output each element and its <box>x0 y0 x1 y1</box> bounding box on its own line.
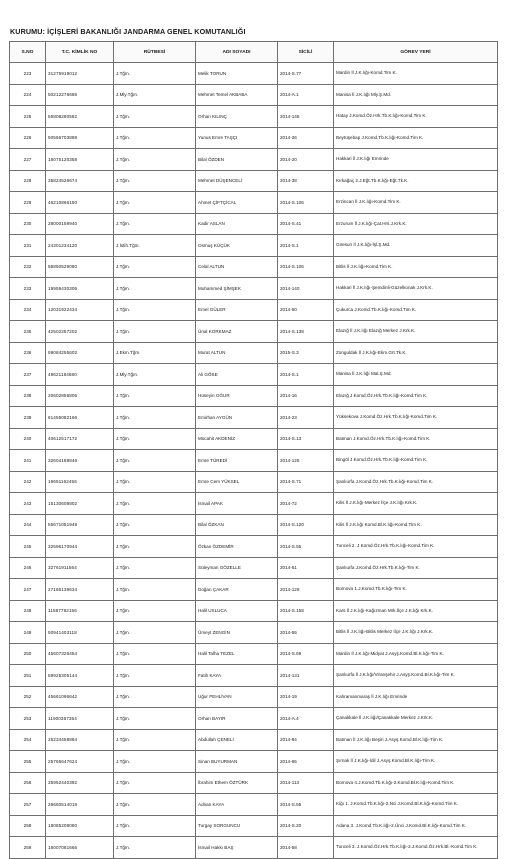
table-row <box>10 751 498 773</box>
cell-sicil: 2014-23 <box>278 407 334 429</box>
cell-name: Emel GÜLER <box>196 299 278 321</box>
table-row <box>10 321 498 343</box>
cell-tc-no: 11587782156 <box>46 600 114 622</box>
table-row <box>10 665 498 687</box>
cell-rutbe: J.Mly.Tğm. <box>114 364 196 386</box>
table-row <box>10 364 498 386</box>
cell-rutbe: J.Tğm. <box>114 471 196 493</box>
cell-rutbe: J.Tğm. <box>114 536 196 558</box>
cell-sicil: 2014-S.71 <box>278 471 334 493</box>
cell-sicil: 2014-S.69 <box>278 643 334 665</box>
cell-rutbe: J.Tğm. <box>114 385 196 407</box>
cell-rutbe: J.Tğm. <box>114 192 196 214</box>
cell-gorev-yeri: Mardin İl J.K.lığı-Midyat J.Asyş.Komd.Bl.K.lığı-Tim K. <box>334 643 498 665</box>
cell-name: İbrahim Ethem ÖZTÜRK <box>196 772 278 794</box>
cell-rutbe: J.Tğm. <box>114 321 196 343</box>
cell-rutbe: J.Tğm. <box>114 622 196 644</box>
table-row <box>10 342 498 364</box>
cell-gorev-yeri: Giresun İl J.K.lığı-İşl.Ş.Md. <box>334 235 498 257</box>
cell-tc-no: 59925305144 <box>46 665 114 687</box>
cell-sicil: 2014-S.120 <box>278 514 334 536</box>
cell-sicil: 2014-20 <box>278 149 334 171</box>
cell-name: Orhan BAYIR <box>196 708 278 730</box>
column-header-tc: T.C. KİMLİK NO <box>46 42 114 63</box>
cell-rutbe: J.Tğm. <box>114 278 196 300</box>
table-row <box>10 213 498 235</box>
cell-name: Süleyman GÖZELLE <box>196 557 278 579</box>
cell-sicil: 2014-S.1 <box>278 235 334 257</box>
cell-sno: 243 <box>10 493 46 515</box>
column-header-sicil: SİCİLİ <box>278 42 334 63</box>
cell-name: Mehmet Temel AKBABA <box>196 84 278 106</box>
cell-sno: 241 <box>10 450 46 472</box>
cell-sno: 229 <box>10 192 46 214</box>
cell-rutbe: J.Tğm. <box>114 514 196 536</box>
cell-gorev-yeri: Bitlis İl J.K.lığı-Bitlis Merkez İlçe J.K.lığı J.Krk.K. <box>334 622 498 644</box>
table-row <box>10 708 498 730</box>
cell-sicil: 2015-S.3 <box>278 342 334 364</box>
cell-rutbe: J.Tğm. <box>114 106 196 128</box>
cell-gorev-yeri: Şanlıurfa İl J.K.lığı/Viranşehir J.Asyş.Komd.Bl.K.lığı-Tim K. <box>334 665 498 687</box>
cell-tc-no: 50212276686 <box>46 84 114 106</box>
cell-rutbe: J.Ekm.Tğm. <box>114 342 196 364</box>
cell-sno: 250 <box>10 643 46 665</box>
cell-tc-no: 16007081666 <box>46 837 114 859</box>
cell-rutbe: J.Tğm. <box>114 127 196 149</box>
cell-rutbe: J.Tğm. <box>114 600 196 622</box>
cell-gorev-yeri: Kilis İl J.K.lığı Komd.Bl.K.lığı-Komd.Tim K. <box>334 514 498 536</box>
cell-gorev-yeri: Batman İl J.K.lığı Beşiri J.Asyş.Komd.Bl.K.lığı-Tim K. <box>334 729 498 751</box>
cell-sno: 227 <box>10 149 46 171</box>
table-row <box>10 643 498 665</box>
cell-name: Özkan ÖZDEMİR <box>196 536 278 558</box>
cell-name: Abdullah ÇENELİ <box>196 729 278 751</box>
cell-name: Ümeyt ZENGİN <box>196 622 278 644</box>
table-row <box>10 579 498 601</box>
cell-gorev-yeri: Bornova 4.J.Komd.Tb.K.lığı-2.Komd.Bl.K.lığı-Komd.Tim K. <box>334 772 498 794</box>
table-row <box>10 837 498 859</box>
cell-rutbe: J.Tğm. <box>114 579 196 601</box>
cell-gorev-yeri: Bornova 1.J.Komd.Tb.K.lığı-Tim K. <box>334 579 498 601</box>
cell-gorev-yeri: Kırkağaç 2.J.Eğt.Tb.K.lığı-Eğt.Tk.K. <box>334 170 498 192</box>
cell-sicil: 2014-S.77 <box>278 63 334 85</box>
cell-name: İsmail Hakkı BAŞ <box>196 837 278 859</box>
cell-gorev-yeri: Çukurca J.Komd.Tb.K.lığı-Komd.Tim K. <box>334 299 498 321</box>
cell-sno: 256 <box>10 772 46 794</box>
cell-name: Adnan KAYA <box>196 794 278 816</box>
document-title: KURUMU: İÇİŞLERİ BAKANLIĞI JANDARMA GENEL KOMUTANLIĞI <box>10 27 246 36</box>
table-row <box>10 600 498 622</box>
cell-tc-no: 40612517172 <box>46 428 114 450</box>
table-row <box>10 192 498 214</box>
cell-sicil: 2014-S.1 <box>278 364 334 386</box>
cell-sicil: 2014-S.55 <box>278 536 334 558</box>
cell-sno: 224 <box>10 84 46 106</box>
cell-tc-no: 25234458884 <box>46 729 114 751</box>
cell-name: İsmail APAK <box>196 493 278 515</box>
cell-gorev-yeri: Mardin İl J.K.lığı-Komd.Tim K. <box>334 63 498 85</box>
cell-tc-no: 31275919012 <box>46 63 114 85</box>
column-header-rutbe: RÜTBESİ <box>114 42 196 63</box>
cell-gorev-yeri: Bitlis İl J.K.lığı-Komd.Tim K. <box>334 256 498 278</box>
table-row <box>10 772 498 794</box>
cell-name: Turgay SORGUNCU <box>196 815 278 837</box>
cell-gorev-yeri: Manisa İl J.K.lığı Mly.Ş.Md. <box>334 84 498 106</box>
cell-gorev-yeri: Şırnak İl J.K.lığı-İdil J.Asyş.Komd.Bl.K.lığı-Tim K. <box>334 751 498 773</box>
cell-tc-no: 26660514018 <box>46 794 114 816</box>
cell-tc-no: 56850529080 <box>46 256 114 278</box>
table-row <box>10 815 498 837</box>
cell-name: Mücahit AKDENİZ <box>196 428 278 450</box>
cell-tc-no: 16075120358 <box>46 149 114 171</box>
table-row <box>10 729 498 751</box>
cell-gorev-yeri: Erzurum İl J.K.lığı-Çat.Hrs.J.Krk.K. <box>334 213 498 235</box>
cell-tc-no: 45661096642 <box>46 686 114 708</box>
cell-name: Celal ALTUN <box>196 256 278 278</box>
cell-gorev-yeri: Elazığ İl J.K.lığı Elazığ Merkez J.Krk.K. <box>334 321 498 343</box>
cell-sno: 234 <box>10 299 46 321</box>
cell-name: Melik TORUN <box>196 63 278 85</box>
cell-tc-no: 59084255602 <box>46 342 114 364</box>
table-row <box>10 794 498 816</box>
cell-gorev-yeri: Kars İl J.K.lığı-Kağızman Mrk.İlçe J.K.lığı Krk.K. <box>334 600 498 622</box>
cell-tc-no: 35824526674 <box>46 170 114 192</box>
cell-tc-no: 24301234120 <box>46 235 114 257</box>
cell-tc-no: 46210866150 <box>46 192 114 214</box>
table-row <box>10 686 498 708</box>
cell-gorev-yeri: Bingöl J.Komd.Öz.Hrk.Tb.K.lığı-Komd.Tim K. <box>334 450 498 472</box>
cell-sicil: 2014-58 <box>278 837 334 859</box>
cell-name: Uğur PEHLİVAN <box>196 686 278 708</box>
cell-name: Fatih KAYA <box>196 665 278 687</box>
cell-name: Yunus Emre TAŞÇI <box>196 127 278 149</box>
cell-rutbe: J.Tğm. <box>114 63 196 85</box>
cell-tc-no: 19651162456 <box>46 471 114 493</box>
cell-gorev-yeri: Zonguldak İl J.K.lığı-Ekm.Grt.Tk.K. <box>334 342 498 364</box>
cell-sno: 247 <box>10 579 46 601</box>
cell-sno: 254 <box>10 729 46 751</box>
cell-sno: 232 <box>10 256 46 278</box>
cell-sicil: 2014-A.4 <box>278 708 334 730</box>
cell-rutbe: J.Tğm. <box>114 815 196 837</box>
cell-sno: 237 <box>10 364 46 386</box>
column-header-sno: S.NO <box>10 42 46 63</box>
cell-name: Emre Cem YÜKSEL <box>196 471 278 493</box>
personnel-table <box>9 41 498 859</box>
table-row <box>10 428 498 450</box>
table-row <box>10 149 498 171</box>
cell-gorev-yeri: Elazığ J.Komd.Öz.Hrk.Tb.K.lığı-Komd.Tim K. <box>334 385 498 407</box>
cell-sno: 255 <box>10 751 46 773</box>
cell-rutbe: J.Tğm. <box>114 256 196 278</box>
cell-gorev-yeri: Kiğı 1. J.Komd.Tb.K.lığı-2.Nci J.Komd.Bl.K.lığı-Komd.Tim K. <box>334 794 498 816</box>
cell-gorev-yeri: Yüksekova J.Komd.Öz.Hrk.Tb.K.lığı-Komd.Tim K. <box>334 407 498 429</box>
cell-name: Ünal KORKMAZ <box>196 321 278 343</box>
cell-sno: 258 <box>10 815 46 837</box>
cell-sicil: 2014-A.1 <box>278 84 334 106</box>
cell-name: Osmuş KÜÇÜK <box>196 235 278 257</box>
cell-sicil: 2014-S.138 <box>278 321 334 343</box>
table-row <box>10 278 498 300</box>
cell-sicil: 2014-55 <box>278 622 334 644</box>
table-row <box>10 471 498 493</box>
cell-sno: 246 <box>10 557 46 579</box>
table-row <box>10 514 498 536</box>
column-header-gorev-yeri: GÖREV YERİ <box>334 42 498 63</box>
cell-gorev-yeri: Tunceli 3. J.Komd.Öz.Hrk.Tb.K.lığı-2.J.Komd.Öz.Hrk.Bl.-Komd.Tim K. <box>334 837 498 859</box>
cell-name: Orhan KILINÇ <box>196 106 278 128</box>
cell-name: Hüseyin OĞUR <box>196 385 278 407</box>
cell-tc-no: 19959430306 <box>46 278 114 300</box>
table-row <box>10 84 498 106</box>
cell-sno: 230 <box>10 213 46 235</box>
cell-sicil: 2014-S.41 <box>278 213 334 235</box>
cell-tc-no: 15130608802 <box>46 493 114 515</box>
cell-sicil: 2014-131 <box>278 665 334 687</box>
cell-sno: 231 <box>10 235 46 257</box>
cell-rutbe: J.Tğm. <box>114 299 196 321</box>
cell-rutbe: J.İstih.Tğm. <box>114 235 196 257</box>
cell-name: Halil Talha TEZEL <box>196 643 278 665</box>
table-row <box>10 536 498 558</box>
cell-rutbe: J.Tğm. <box>114 450 196 472</box>
cell-tc-no: 32761911564 <box>46 557 114 579</box>
cell-rutbe: J.Tğm. <box>114 665 196 687</box>
cell-rutbe: J.Tğm. <box>114 794 196 816</box>
cell-name: Emirhan AYGÜN <box>196 407 278 429</box>
cell-sicil: 2014-125 <box>278 450 334 472</box>
table-row <box>10 299 498 321</box>
cell-sno: 236 <box>10 342 46 364</box>
cell-rutbe: J.Tğm. <box>114 729 196 751</box>
cell-sno: 233 <box>10 278 46 300</box>
cell-rutbe: J.Tğm. <box>114 428 196 450</box>
cell-rutbe: J.Tğm. <box>114 686 196 708</box>
cell-tc-no: 55808280582 <box>46 106 114 128</box>
cell-tc-no: 20602856806 <box>46 385 114 407</box>
cell-sno: 240 <box>10 428 46 450</box>
table-row <box>10 170 498 192</box>
cell-tc-no: 42502257202 <box>46 321 114 343</box>
cell-tc-no: 55671051948 <box>46 514 114 536</box>
cell-tc-no: 61455082166 <box>46 407 114 429</box>
table-row <box>10 63 498 85</box>
cell-sno: 226 <box>10 127 46 149</box>
cell-gorev-yeri: Şanlıurfa J.Komd.Öz.Hrk.Tb.K.lığı-Komd.Tim K. <box>334 471 498 493</box>
cell-name: Kadir ASLAN <box>196 213 278 235</box>
cell-sicil: 2014-84 <box>278 729 334 751</box>
cell-sno: 253 <box>10 708 46 730</box>
cell-sicil: 2014-129 <box>278 579 334 601</box>
table-row <box>10 493 498 515</box>
cell-rutbe: J.Tğm. <box>114 149 196 171</box>
cell-rutbe: J.Tğm. <box>114 643 196 665</box>
cell-gorev-yeri: Manisa İl J.K.lığı Mal.Ş.Md. <box>334 364 498 386</box>
cell-name: Emre TÜREDİ <box>196 450 278 472</box>
cell-name: Halil USLUCA <box>196 600 278 622</box>
cell-rutbe: J.Tğm. <box>114 407 196 429</box>
cell-rutbe: J.Tğm. <box>114 493 196 515</box>
cell-sicil: 2014-65 <box>278 751 334 773</box>
cell-tc-no: 45607326454 <box>46 643 114 665</box>
cell-name: Ahmet ÇİFTÇİCAL <box>196 192 278 214</box>
cell-rutbe: J.Tğm. <box>114 751 196 773</box>
cell-sicil: 2014-51 <box>278 557 334 579</box>
cell-gorev-yeri: Hakkari İl J.K.lığı-Şemdinli-Güzelkonak J.Krk.K. <box>334 278 498 300</box>
cell-sno: 225 <box>10 106 46 128</box>
cell-sno: 252 <box>10 686 46 708</box>
cell-sicil: 2014-S.106 <box>278 192 334 214</box>
cell-name: Muhammed ŞİMŞEK <box>196 278 278 300</box>
cell-name: Bilal ÖZDEN <box>196 149 278 171</box>
table-row <box>10 385 498 407</box>
cell-rutbe: J.Mly.Tğm. <box>114 84 196 106</box>
cell-tc-no: 50941403118 <box>46 622 114 644</box>
table-row <box>10 450 498 472</box>
cell-sno: 239 <box>10 407 46 429</box>
cell-name: Doğan ÇAKAR <box>196 579 278 601</box>
cell-gorev-yeri: Kilis İl J.K.lığı-Merkez İlçe J.K.lığı Krk.K. <box>334 493 498 515</box>
cell-sno: 251 <box>10 665 46 687</box>
cell-tc-no: 28000159940 <box>46 213 114 235</box>
cell-gorev-yeri: Hatay J.Komd.Öz.Hrk.Tb.K.lığı-Komd.Tim K. <box>334 106 498 128</box>
cell-sicil: 2014-145 <box>278 106 334 128</box>
cell-gorev-yeri: Şanlıurfa J.Komd.Öz.Hrk.Tb.K.lığı-Tim K. <box>334 557 498 579</box>
table-body <box>10 63 498 859</box>
cell-sicil: 2014-38 <box>278 170 334 192</box>
cell-sicil: 2014-50 <box>278 299 334 321</box>
cell-sno: 223 <box>10 63 46 85</box>
table-row <box>10 256 498 278</box>
cell-sno: 249 <box>10 622 46 644</box>
cell-sicil: 2014-S.106 <box>278 256 334 278</box>
cell-sicil: 2014-S.13 <box>278 428 334 450</box>
cell-tc-no: 18085208080 <box>46 815 114 837</box>
cell-name: Mehmet DÜŞENCELİ <box>196 170 278 192</box>
table-row <box>10 106 498 128</box>
cell-name: Murat ALTUN <box>196 342 278 364</box>
cell-tc-no: 32604188846 <box>46 450 114 472</box>
cell-sno: 242 <box>10 471 46 493</box>
cell-sicil: 2014-26 <box>278 127 334 149</box>
table-row <box>10 407 498 429</box>
cell-tc-no: 35952440392 <box>46 772 114 794</box>
cell-sicil: 2014-16 <box>278 385 334 407</box>
cell-gorev-yeri: Çanakkale İl J.K.lığı/Çanakkale Merkez J.Krk.K. <box>334 708 498 730</box>
cell-tc-no: 50566703898 <box>46 127 114 149</box>
cell-gorev-yeri: Erzincan İl J.K.lığı-Komd.Tim K. <box>334 192 498 214</box>
cell-tc-no: 12031922434 <box>46 299 114 321</box>
cell-rutbe: J.Tğm. <box>114 170 196 192</box>
cell-tc-no: 11900367354 <box>46 708 114 730</box>
cell-sno: 228 <box>10 170 46 192</box>
cell-name: Ali GÖSE <box>196 364 278 386</box>
table-row <box>10 622 498 644</box>
cell-gorev-yeri: Hakkari İl J.K.lığı Emrinde <box>334 149 498 171</box>
cell-tc-no: 49621184680 <box>46 364 114 386</box>
table-row <box>10 127 498 149</box>
cell-tc-no: 25765647624 <box>46 751 114 773</box>
cell-sicil: 2014-19 <box>278 686 334 708</box>
cell-sicil: 2014-S.20 <box>278 815 334 837</box>
cell-rutbe: J.Tğm. <box>114 772 196 794</box>
cell-gorev-yeri: Beytüşebap J.Komd.Tb.K.lığı-Komd.Tim K. <box>334 127 498 149</box>
cell-sicil: 2014-72 <box>278 493 334 515</box>
cell-sicil: 2014-113 <box>278 772 334 794</box>
cell-sno: 245 <box>10 536 46 558</box>
cell-gorev-yeri: Tunceli 2. J.Komd.Öz.Hrk.Tb.K.lığı-Komd.Tim K. <box>334 536 498 558</box>
cell-name: Sinan BUYURMAN <box>196 751 278 773</box>
cell-sicil: 2014-140 <box>278 278 334 300</box>
cell-sno: 257 <box>10 794 46 816</box>
cell-tc-no: 27166139634 <box>46 579 114 601</box>
table-row <box>10 235 498 257</box>
cell-rutbe: J.Tğm. <box>114 708 196 730</box>
cell-sno: 259 <box>10 837 46 859</box>
table-header-row <box>10 42 498 63</box>
cell-name: Bilal ÖZKAN <box>196 514 278 536</box>
cell-sno: 248 <box>10 600 46 622</box>
cell-gorev-yeri: Kahramanmaraş İl J.K.lığı Emrinde <box>334 686 498 708</box>
cell-sicil: 2014-S.55 <box>278 794 334 816</box>
table-row <box>10 557 498 579</box>
cell-gorev-yeri: Batman J.Komd.Öz.Hrk.Tb.K.lığı-Komd.Tim K. <box>334 428 498 450</box>
cell-tc-no: 32596170944 <box>46 536 114 558</box>
cell-sno: 235 <box>10 321 46 343</box>
cell-sicil: 2014-S.158 <box>278 600 334 622</box>
cell-rutbe: J.Tğm. <box>114 837 196 859</box>
cell-rutbe: J.Tğm. <box>114 557 196 579</box>
cell-sno: 244 <box>10 514 46 536</box>
cell-gorev-yeri: Adana 3. J.Komd.Tb.K.lığı-2.Ünci J.Komd.Bl.K.lığı-Komd.Tim K. <box>334 815 498 837</box>
cell-rutbe: J.Tğm. <box>114 213 196 235</box>
cell-sno: 238 <box>10 385 46 407</box>
column-header-ad-soyad: ADI SOYADI <box>196 42 278 63</box>
